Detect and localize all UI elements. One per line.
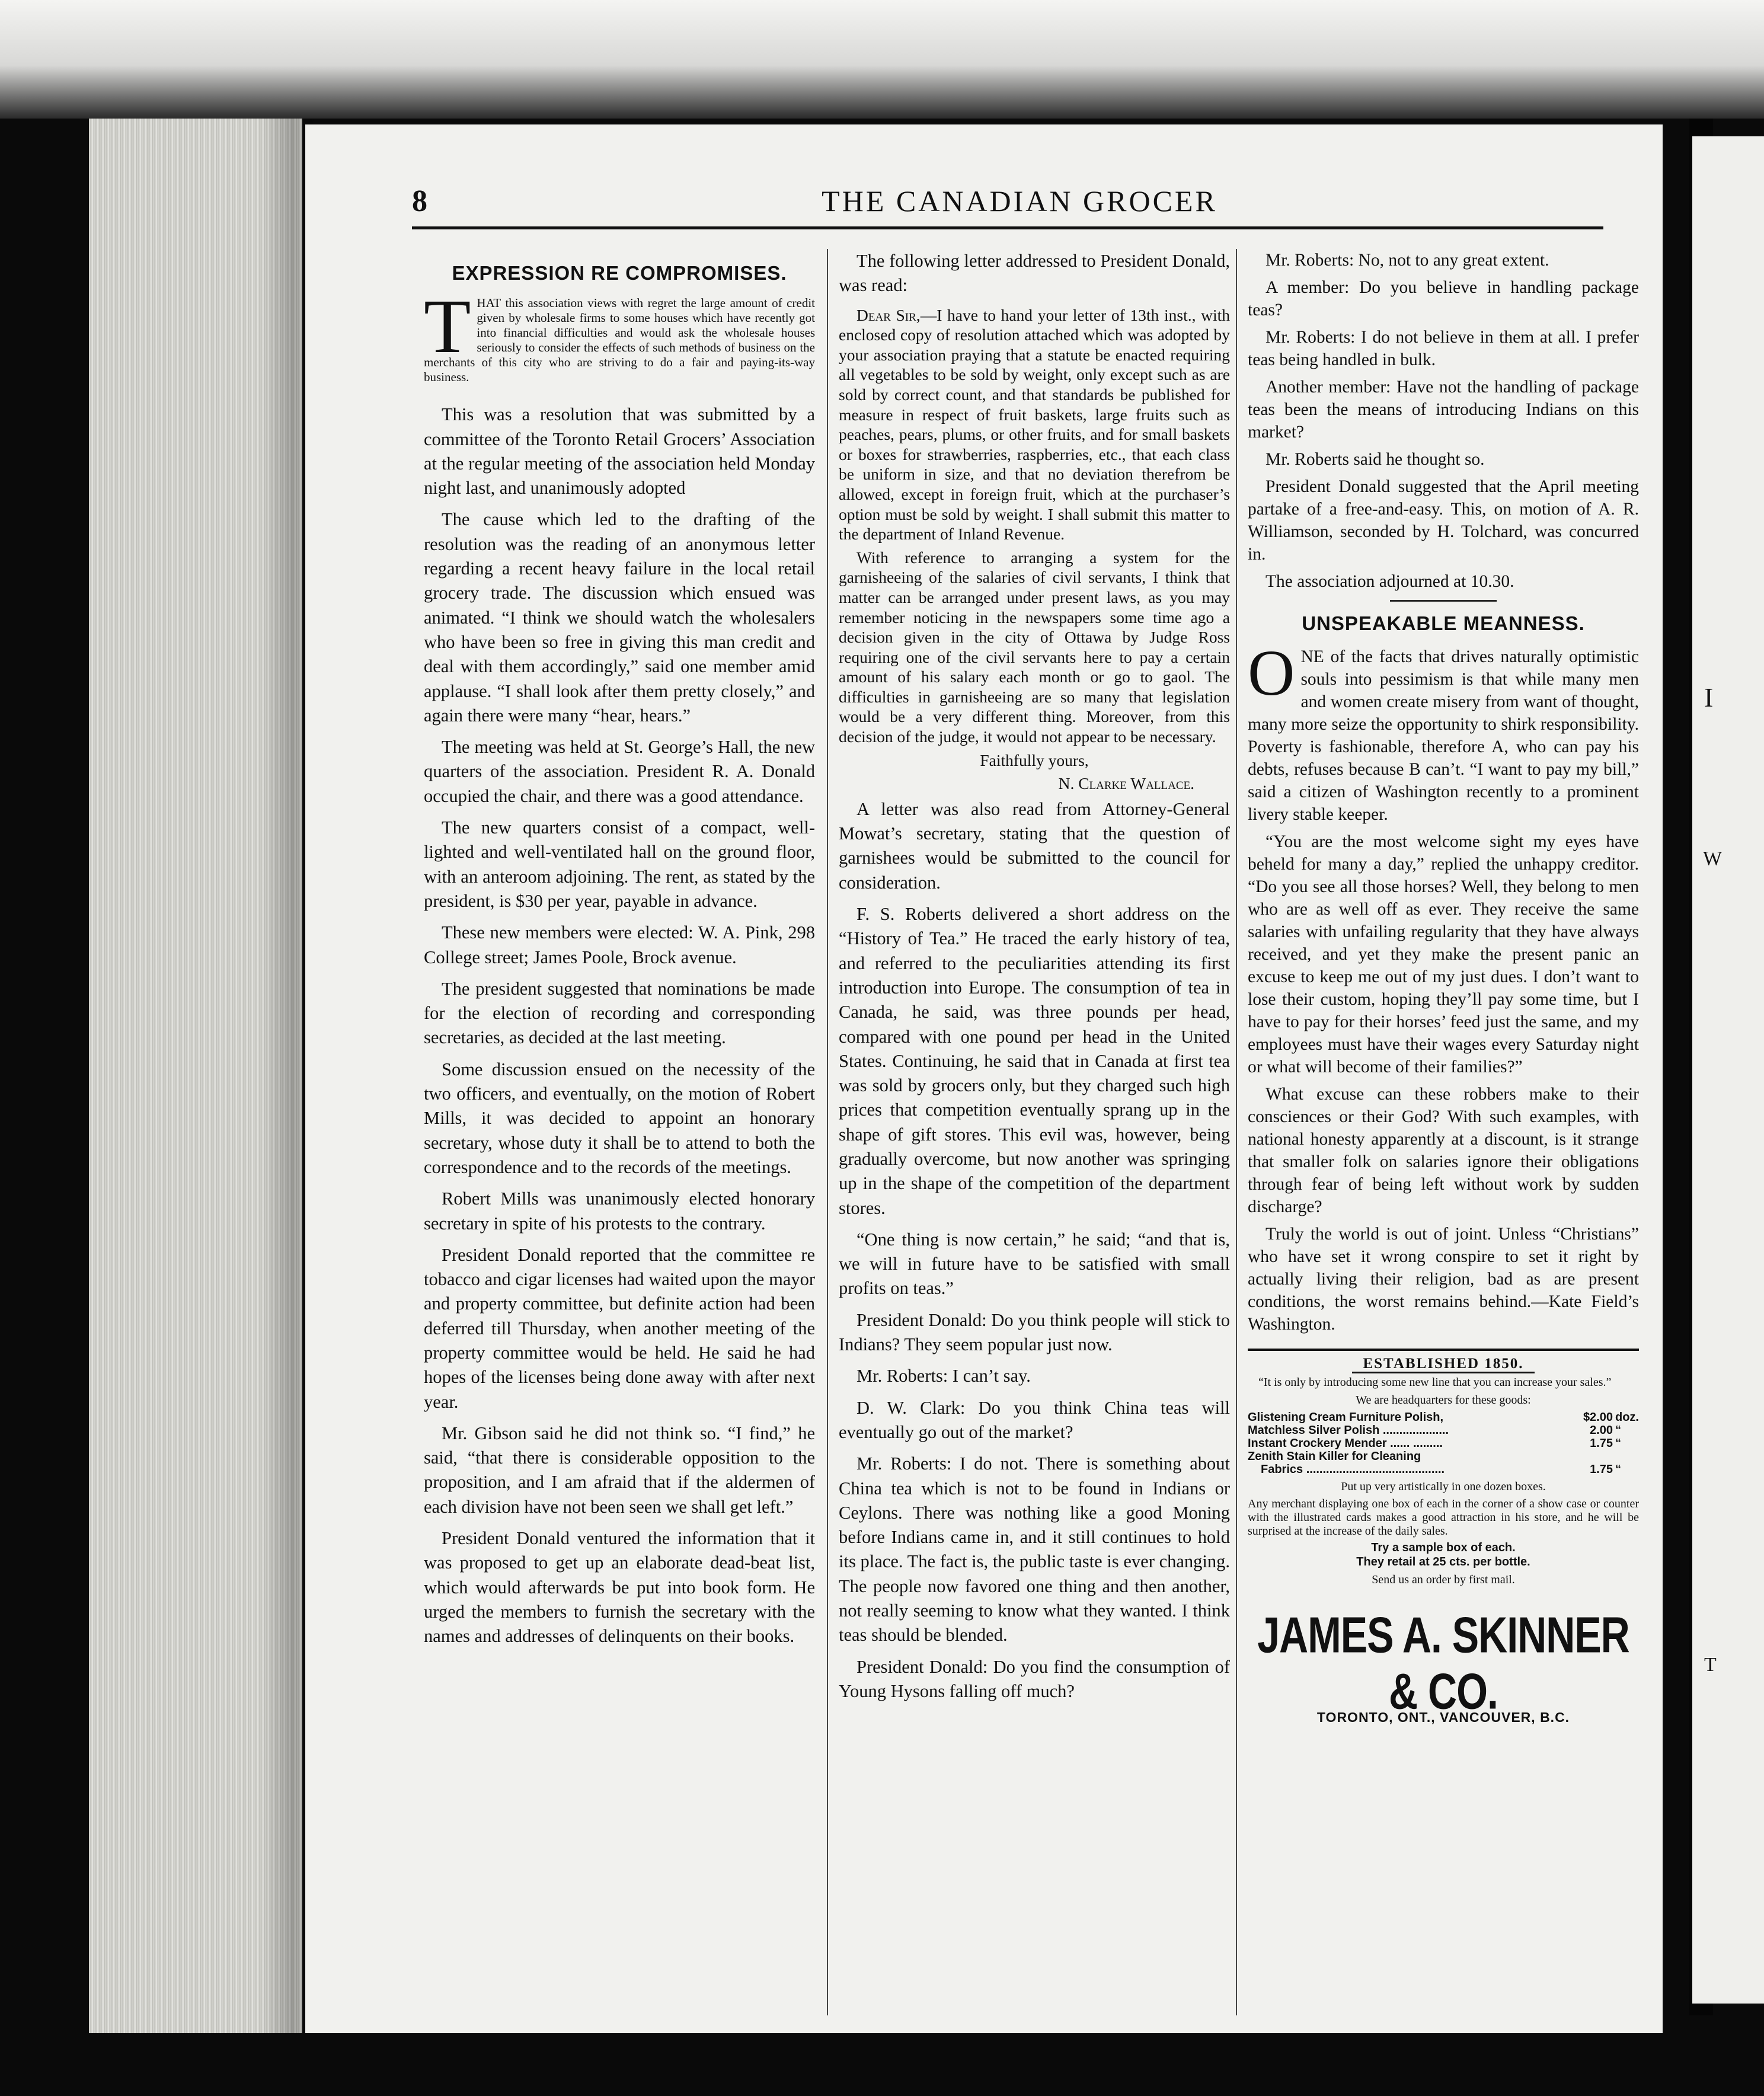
price-row [1248, 1463, 1639, 1476]
paragraph: “One thing is now certain,” he said; “and that is, we will in future have to be satisfied with small profits on teas.” [839, 1229, 1230, 1299]
paragraph: Mr. Roberts: I do not believe in them at all. I prefer teas being handled in bulk. [1248, 328, 1639, 369]
paragraph: Mr. Roberts: I do not. There is something about China tea which is not to be found in Indians or Ceylons. There was nothing like a good Moning before Indians came in, and it still continues to hold its place. The fact is, the public taste is ever changing. The people now favored one thing and then another, not really seeming to know what they wanted. I think teas should be blended. [839, 1453, 1230, 1646]
price-row [1248, 1424, 1639, 1437]
product-unit [1615, 1450, 1639, 1463]
paragraph: President Donald: Do you find the consumption of Young Hysons falling off much? [839, 1656, 1230, 1701]
paragraph [1248, 637, 1639, 826]
ad-locations: TORONTO, ONT., VANCOUVER, B.C. [1316, 1710, 1570, 1725]
price-row [1248, 1450, 1639, 1463]
paragraph: President Donald ventured the information that it was proposed to get up an elaborate dead-beat list, which would afterwards be put into book form. He urged the members to furnish the secretary with the names and addresses of delinquents on their books. [424, 1528, 815, 1647]
ad-pitch: Any merchant displaying one box of each in the corner of a show case or counter with the illustrated cards makes a good attraction in his store, and he will be surprised at the increase of the daily sales. [1248, 1497, 1639, 1538]
column-divider [1236, 249, 1237, 2015]
ad-established-text: ESTABLISHED 1850. [1352, 1356, 1534, 1373]
paragraph: President Donald reported that the committee re tobacco and cigar licenses had waited upon the mayor and property committee, but definite action had been deferred till Thursday, when another meeting of the property committee would be held. He said he had hopes of the licenses being done away with after next year. [424, 1244, 815, 1412]
ad-order: Send us an order by first mail. [1372, 1573, 1515, 1586]
ad-headquarters: We are headquarters for these goods: [1356, 1394, 1531, 1407]
ad-quote: “It is only by introducing some new line that you can increase your sales.” [1258, 1376, 1612, 1389]
paragraph: Robert Mills was unanimously elected honorary secretary in spite of his protests to the contrary. [424, 1188, 815, 1234]
paragraph: The meeting was held at St. George’s Hall, the new quarters of the association. President R. A. Donald occupied the chair, and there was a good attendance. [424, 737, 815, 806]
paragraph: President Donald: Do you think people will stick to Indians? They seem popular just now. [839, 1309, 1230, 1355]
product-price [1565, 1450, 1615, 1463]
drop-cap: O [1248, 637, 1295, 709]
scan-background-top [0, 0, 1764, 119]
paragraph: D. W. Clark: Do you think China teas will eventually go out of the market? [839, 1397, 1230, 1442]
paragraph: What excuse can these robbers make to their consciences or their God? With such examples, with national honesty apparently at a discount, is it strange that smaller folk on salaries ignore their obligations through fear of being left without work by sudden discharge? [1248, 1085, 1639, 1216]
adjacent-page-letter: T [1704, 1654, 1717, 1676]
product-price: 1.75 [1590, 1463, 1613, 1476]
product-name: Zenith Stain Killer for Cleaning [1248, 1450, 1421, 1463]
ad-packaging: Put up very artistically in one dozen boxes. [1341, 1480, 1546, 1493]
paragraph: A member: Do you believe in handling package teas? [1248, 278, 1639, 319]
section-divider [1390, 600, 1497, 602]
resolution-text [424, 284, 815, 385]
product-name: Matchless Silver Polish .................... [1248, 1424, 1449, 1437]
product-unit: “ [1615, 1463, 1621, 1476]
advertisement [1248, 1349, 1639, 1724]
column-3 [1248, 249, 1639, 2021]
drop-cap: T [424, 284, 471, 370]
product-name: Instant Crockery Mender ...... ......... [1248, 1437, 1443, 1450]
paragraph: Truly the world is out of joint. Unless “Christians” who have set it wrong conspire to set it right by actually living their religion, bad as are present conditions, the worst remains behind.—Kate Field’s Washington. [1248, 1225, 1639, 1334]
paragraph: The cause which led to the drafting of the resolution was the reading of an anonymous letter regarding a recent heavy failure in the local retail grocery trade. The discussion which ensued was animated. “I think we should watch the wholesalers who have been so free in giving this man credit and deal with them accordingly,” said one member amid applause. “I shall look after them pretty closely,” and again there were many “hear, hears.” [424, 509, 815, 726]
letter-salutation: Dear Sir, [857, 305, 921, 324]
paragraph-body: NE of the facts that drives naturally optimistic souls into pessimism is that while many men and women create misery from want of thought, many more seize the opportunity to shirk responsibility. Poverty is fashionable, therefore A, who can pay his debts, refuses because B can’t. “I want to pay my bill,” said a citizen of Washington recently to a prominent livery stable keeper. [1248, 647, 1639, 824]
paragraph: Mr. Roberts: I can’t say. [857, 1366, 1031, 1386]
column-divider [827, 249, 828, 2015]
product-price: 1.75 [1590, 1437, 1613, 1450]
letter-closing: Faithfully yours, [980, 750, 1089, 769]
paragraph: Mr. Gibson said he did not think so. “I find,” he said, “that there is considerable opposition to the proposition, and I am afraid that if the aldermen of each division have not been seen we shall get left.” [424, 1423, 815, 1517]
product-price: 2.00 [1590, 1424, 1613, 1437]
paragraph: The new quarters consist of a compact, well-lighted and well-ventilated hall on the ground floor, with an anteroom adjoining. The rent, as stated by the president, is $30 per year, payable in advance. [424, 817, 815, 911]
adjacent-page-letter: W [1703, 848, 1723, 870]
page-number: 8 [412, 184, 427, 218]
paragraph: President Donald suggested that the April meeting partake of a free-and-easy. This, on motion of A. R. Williamson, seconded by H. Tolchard, was concurred in. [1248, 477, 1639, 564]
ad-cta-retail: They retail at 25 cts. per bottle. [1356, 1555, 1530, 1568]
product-unit: “ [1615, 1424, 1621, 1437]
letter-paragraph: With reference to arranging a system for the garnisheeing of the salaries of civil servants, I think that matter can be arranged under present laws, as you may remember noticing in the newspapers some time ago a decision given in the city of Ottawa by Judge Ross requiring one of the civil servants here to pay a certain amount of his salary each month or go to gaol. The difficulties in garnisheeing are so many that legislation would be a very different thing. Moreover, from this decision of the judge, it would not appear to be necessary. [839, 548, 1230, 746]
article-heading: UNSPEAKABLE MEANNESS. [1302, 612, 1585, 634]
product-unit: “ [1615, 1437, 1621, 1450]
header-rule [412, 226, 1603, 229]
paragraph: Some discussion ensued on the necessity of the two officers, and eventually, on the motion of Robert Mills, it was decided to appoint an honorary secretary, whose duty it shall be to attend to both the correspondence and to the records of the meetings. [424, 1059, 815, 1177]
price-row [1248, 1411, 1639, 1424]
paragraph: This was a resolution that was submitted by a committee of the Toronto Retail Grocers’ Association at the regular meeting of the association held Monday night last, and unanimously adopted [424, 404, 815, 499]
newspaper-page [305, 124, 1663, 2033]
product-name: Fabrics .......................................... [1261, 1463, 1445, 1476]
ad-cta-sample: Try a sample box of each. [1371, 1541, 1516, 1554]
paragraph: Another member: Have not the handling of package teas been the means of introducing Indians on this market? [1248, 378, 1639, 442]
product-price: $2.00 [1583, 1411, 1613, 1424]
product-unit: doz. [1615, 1411, 1639, 1424]
article-heading: EXPRESSION RE COMPROMISES. [452, 262, 787, 284]
paragraph: A letter was also read from Attorney-General Mowat’s secretary, stating that the question of garnishees would be submitted to the council for consideration. [839, 798, 1230, 893]
adjacent-page-fragment [1692, 136, 1764, 2004]
price-row [1248, 1437, 1639, 1450]
paragraph: Mr. Roberts: No, not to any great extent. [1266, 251, 1549, 270]
paragraph: “You are the most welcome sight my eyes have beheld for many a day,” replied the unhappy creditor. “Do you see all those horses? Well, they belong to men who are as well off as ever. They receive the same salaries with unfailing regularity that they have always received, and yet they make the present panic an excuse to keep me out of my just dues. I don’t want to lose their custom, hoping they’ll pay some time, but I have to pay for their horses’ feed just the same, and my employees must have their wages every Saturday night or what will become of their families?” [1248, 832, 1639, 1076]
paragraph: Mr. Roberts said he thought so. [1266, 450, 1485, 469]
product-name: Glistening Cream Furniture Polish, [1248, 1411, 1444, 1424]
adjacent-page-letter: I [1704, 682, 1714, 712]
paragraph: The president suggested that nominations be made for the election of recording and corresponding secretaries, as decided at the last meeting. [424, 978, 815, 1048]
column-1 [424, 249, 815, 2021]
paragraph: F. S. Roberts delivered a short address on the “History of Tea.” He traced the early history of tea, and referred to the peculiarities attending its first introduction into Europe. The consumption of tea in Canada, he said, was three pounds per head, compared with one pound per head in the United States. Continuing, he said that in Canada at first tea was sold by grocers only, but they charged such high prices that competition eventually sprang up in the shape of gift stores. This evil was, however, being gradually overcome, but now another was springing up in the shape of the competition of the department stores. [839, 904, 1230, 1218]
ad-brand-name: JAMES A. SKINNER & CO. [1257, 1607, 1629, 1720]
column-2 [839, 249, 1230, 2021]
paragraph: The association adjourned at 10.30. [1266, 572, 1514, 591]
letter-signature: N. Clarke Wallace. [1058, 774, 1194, 793]
ad-established [1248, 1357, 1639, 1371]
publication-title: THE CANADIAN GROCER [822, 184, 1217, 218]
ad-price-list [1248, 1411, 1639, 1476]
letter-block [839, 305, 1230, 794]
paragraph: The following letter addressed to President Donald, was read: [839, 251, 1230, 296]
paragraph: These new members were elected: W. A. Pink, 298 College street; James Poole, Brock avenue. [424, 922, 815, 967]
resolution-body: HAT this association views with regret the large amount of credit given by wholesale firms to some houses which have recently got into financial difficulties and would ask the wholesale houses seriously to consider the effects of such methods of business on the merchants of this city who are striving to do a fair and paying-its-way business. [424, 296, 815, 385]
letter-body: —I have to hand your letter of 13th inst., with enclosed copy of resolution attached which was adopted by your association praying that a statute be enacted requiring all vegetables to be sold by weight, only except such as are sold by correct count, and that standards be published for measure in respect of fruit baskets, large fruits such as peaches, pears, plums, or other fruits, and for small baskets or boxes for strawberries, raspberries, etc., that each class be uniform in size, and that no deviation therefrom be allowed, except in foreign fruit, which at the purchaser’s option must be sold by weight. I shall submit this matter to the department of Inland Revenue. [839, 305, 1230, 544]
letter-paragraph [839, 305, 1230, 544]
